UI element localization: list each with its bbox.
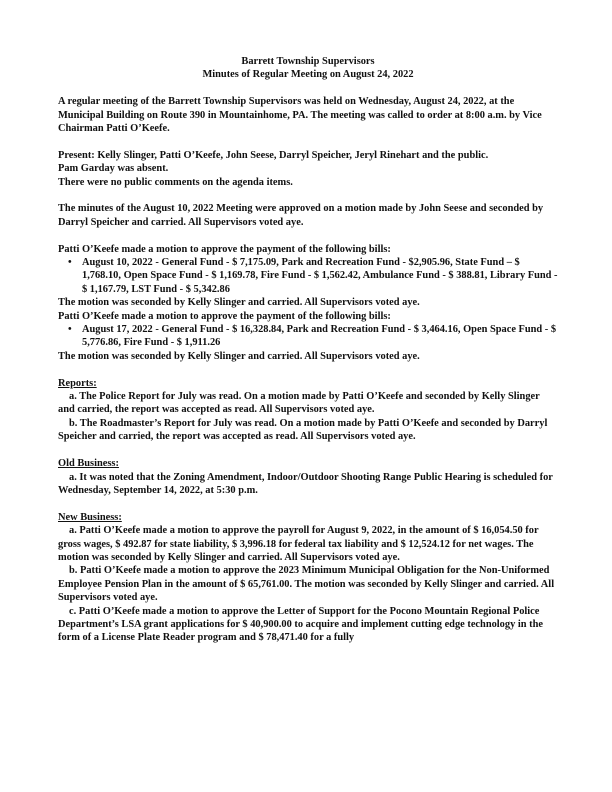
new-business-heading: New Business: [58,511,122,523]
bill-item-text: August 17, 2022 - General Fund - $ 16,328.84, Park and Recreation Fund - $ 3,464.16, Open Space Fund - $ 5,776.86, Fire Fund - $ 1,911.26 [82,324,557,349]
old-business-heading: Old Business: [58,458,119,470]
spacer [58,82,558,95]
report-item-a: a. The Police Report for July was read. On a motion made by Patti O’Keefe and seconded by Kelly Slinger and carried, the report was accepted as read. All Supervisors voted aye. [58,391,540,416]
bills-list-2 [58,323,558,350]
document-title: Barrett Township Supervisors [241,56,375,67]
bill-item-text: August 10, 2022 - General Fund - $ 7,175.09, Park and Recreation Fund - $2,905.96, State Fund – $ 1,768.10, Open Space Fund - $ 1,169.78, Fire Fund - $ 1,562.42, Ambulance Fund - $ 388.81, Library Fund - $ 1,167.79, LST Fund - $ 5,342.86 [82,257,558,295]
bills-motion-1: Patti O’Keefe made a motion to approve the payment of the following bills: [58,243,391,255]
spacer [58,363,558,376]
bullet-icon: • [68,257,72,269]
attendance-line: Present: Kelly Slinger, Patti O’Keefe, John Seese, Darryl Speicher, Jeryl Rinehart and the public. [58,149,489,161]
report-item-b: b. The Roadmaster’s Report for July was read. On a motion made by Patti O’Keefe and seconded by Darryl Speicher and carried, the report was accepted as read. All Supervisors voted aye. [58,417,548,443]
intro-paragraph: A regular meeting of the Barrett Township Supervisors was held on Wednesday, August 24, 2022, at the Municipal Building on Route 390 in Mountainhome, PA. The meeting was called to order at 8:00 a.m. by Vice Chairman Patti O’Keefe. [58,96,542,135]
list-item [68,323,558,350]
bills-second-1: The motion was seconded by Kelly Slinger and carried. All Supervisors voted aye. [58,297,420,309]
spacer [58,189,558,202]
new-business-item-b: b. Patti O’Keefe made a motion to approve the 2023 Minimum Municipal Obligation for the Non-Uniformed Employee Pension Plan in the amount of $ 65,761.00. The motion was seconded by Kelly Slinger and carried. All Supervisors voted aye. [58,565,555,604]
public-comment-line: There were no public comments on the agenda items. [58,176,293,188]
document-subtitle: Minutes of Regular Meeting on August 24, 2022 [202,69,414,81]
minutes-document [58,55,558,645]
list-item [68,256,558,296]
new-business-item-c: c. Patti O’Keefe made a motion to approve the Letter of Support for the Pocono Mountain Regional Police Department’s LSA grant applications for $ 40,900.00 to acquire and implement cutting edge technology in the form of a License Plate Reader program and $ 78,471.40 for a fully [58,605,543,644]
spacer [58,135,558,148]
spacer [58,229,558,242]
spacer [58,444,558,457]
bills-list-1 [58,256,558,296]
absent-line: Pam Garday was absent. [58,163,169,175]
new-business-item-a: a. Patti O’Keefe made a motion to approve the payroll for August 9, 2022, in the amount of $ 16,054.50 for gross wages, $ 492.87 for state liability, $ 3,996.18 for federal tax liability and $ 12,524.12 for net wages. The motion was seconded by Kelly Slinger and carried. All Supervisors voted aye. [58,525,539,563]
reports-heading: Reports: [58,377,97,389]
bullet-icon: • [68,324,72,336]
old-business-item-a: a. It was noted that the Zoning Amendment, Indoor/Outdoor Shooting Range Public Hearing is scheduled for Wednesday, September 14, 2022, at 5:30 p.m. [58,471,553,496]
bills-second-2: The motion was seconded by Kelly Slinger and carried. All Supervisors voted aye. [58,350,420,362]
minutes-approval-paragraph: The minutes of the August 10, 2022 Meeting were approved on a motion made by John Seese and seconded by Darryl Speicher and carried. All Supervisors voted aye. [58,203,544,228]
bills-motion-2: Patti O’Keefe made a motion to approve the payment of the following bills: [58,310,391,322]
spacer [58,497,558,510]
